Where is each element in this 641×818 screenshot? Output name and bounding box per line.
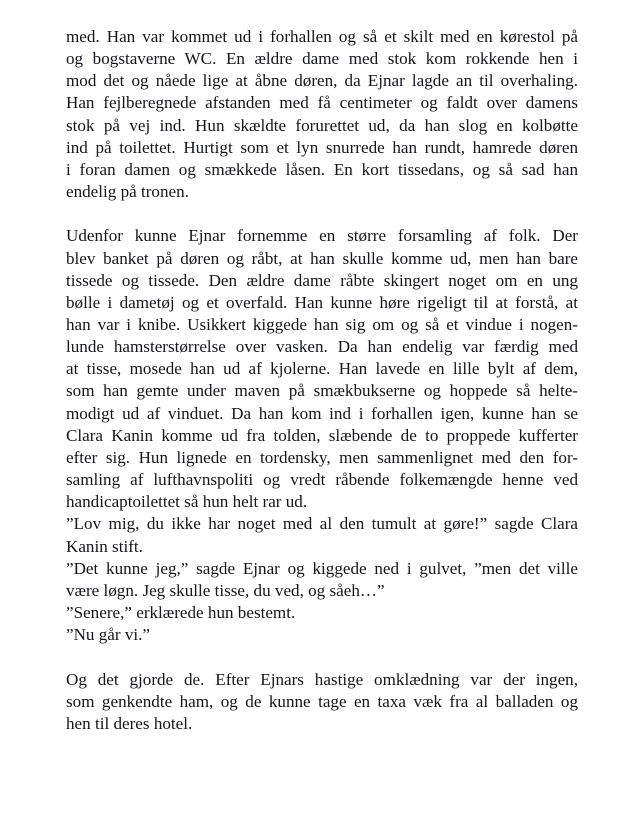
text-line: Og det gjorde de. Efter Ejnars hastige omklædning var der ingen, <box>66 669 578 689</box>
text-line: ”Nu går vi.” <box>66 625 151 645</box>
body-text-column <box>66 26 578 735</box>
text-line: bølle i dametøj og et overfald. Han kunne høre rigeligt til at forstå, at <box>66 292 578 312</box>
text-line: mod det og nåede lige at åbne døren, da Ejnar lagde an til overhaling. <box>66 71 578 91</box>
paragraph-3-dialogue <box>66 513 578 557</box>
text-line: Han fejlberegnede afstanden med få centimeter og faldt over damens <box>66 93 578 113</box>
text-line: stok på vej ind. Hun skældte forurettet ud, da han slog en kolbøtte <box>66 115 578 135</box>
text-line: handicaptoilettet så hun helt rar ud. <box>66 492 308 512</box>
text-line: hen til deres hotel. <box>66 713 193 733</box>
text-line: efter sig. Hun lignede en tordensky, men sammenlignet med den for- <box>66 447 578 467</box>
text-line: han var i knibe. Usikkert kiggede han sig om og så et vindue i nogen- <box>66 315 578 335</box>
text-line: Clara Kanin komme ud fra tolden, slæbende de to proppede kufferter <box>66 425 578 445</box>
paragraph-1 <box>66 26 578 203</box>
text-line: at tisse, mosede han ud af kjolerne. Han lavede en lille bylt af dem, <box>66 359 578 379</box>
text-line: ”Det kunne jeg,” sagde Ejnar og kiggede ned i gulvet, ”men det ville <box>66 558 578 578</box>
paragraph-5-dialogue <box>66 602 578 624</box>
text-line: ind på toilettet. Hurtigt som et lyn snurrede han rundt, hamrede døren <box>66 137 578 157</box>
text-line: ”Senere,” erklærede hun bestemt. <box>66 603 296 623</box>
paragraph-4-dialogue <box>66 558 578 602</box>
text-line: med. Han var kommet ud i forhallen og så et skilt med en kørestol på <box>66 27 578 46</box>
paragraph-6-dialogue <box>66 624 578 646</box>
text-line: tissede og tissede. Den ældre dame råbte skingert noget om en ung <box>66 270 578 290</box>
paragraph-2 <box>66 225 578 513</box>
text-line: lunde hamsterstørrelse over vasken. Da han endelig var færdig med <box>66 337 578 357</box>
text-line: i foran damen og smækkede låsen. En kort tissedans, og så sad han <box>66 159 578 179</box>
text-line: Udenfor kunne Ejnar fornemme en større forsamling af folk. Der <box>66 226 578 246</box>
paragraph-spacer <box>66 646 578 668</box>
text-line: endelig på tronen. <box>66 182 189 202</box>
text-line: som han gemte under maven på smækbukserne og hoppede så helte- <box>66 381 578 401</box>
text-line: Kanin stift. <box>66 536 143 556</box>
text-line: og bogstaverne WC. En ældre dame med stok kom rokkende hen i <box>66 49 578 69</box>
text-line: blev banket på døren og råbt, at han skulle komme ud, men han bare <box>66 248 578 268</box>
text-line: modigt ud af vinduet. Da han kom ind i forhallen igen, kunne han se <box>66 403 578 423</box>
text-line: samling af lufthavnspoliti og vredt råbende folkemængde henne ved <box>66 470 578 490</box>
text-line: som genkendte ham, og de kunne tage en taxa væk fra al balladen og <box>66 691 578 711</box>
paragraph-spacer <box>66 203 578 225</box>
text-line: ”Lov mig, du ikke har noget med al den tumult at gøre!” sagde Clara <box>66 514 578 534</box>
paragraph-7 <box>66 669 578 735</box>
text-line: være løgn. Jeg skulle tisse, du ved, og såeh…” <box>66 580 385 600</box>
